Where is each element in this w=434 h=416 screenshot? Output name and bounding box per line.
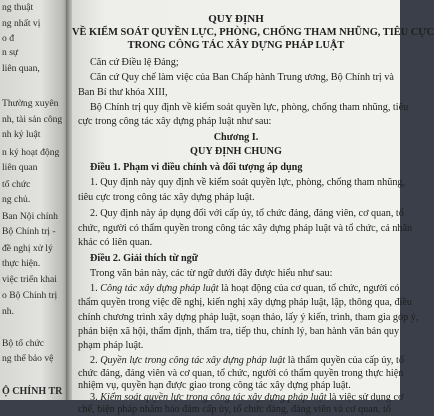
left-text-line: ng nhất vị	[2, 18, 41, 29]
article-1-clause-2-line-2: chức, người có thẩm quyền trong công tác xây dựng pháp luật và tổ chức, cá nhân	[78, 223, 413, 234]
left-text-line: liên quan,	[2, 63, 40, 74]
definition-2-number: 2.	[90, 355, 101, 366]
article-2-intro: Trong văn bản này, các từ ngữ dưới đây được hiểu như sau:	[90, 268, 333, 279]
definition-2-text: là thẩm quyền của cấp ủy, tổ	[285, 355, 404, 366]
left-text-line: nh kỷ luật	[2, 129, 41, 140]
definition-2-line-3: nhiệm vụ, quyền hạn được giao trong công tác xây dựng pháp luật.	[78, 380, 351, 391]
chapter-title: QUY ĐỊNH CHUNG	[190, 146, 282, 157]
definition-1-line-2: thẩm quyền trong việc đề nghị, kiến nghị xây dựng pháp luật, lập, thông qua, điều	[78, 297, 412, 308]
definition-3-number: 3.	[90, 392, 101, 403]
intro-line-1: Bộ Chính trị quy định về kiểm soát quyền lực, phòng, chống tham nhũng, tiêu	[90, 102, 409, 113]
article-1-clause-2-line-3: khác có liên quan.	[78, 237, 153, 248]
definition-1-number: 1.	[90, 283, 101, 294]
left-text-line: ng chủ.	[2, 194, 31, 205]
legal-basis-2-line-2: Ban Bí thư khóa XIII,	[78, 87, 168, 98]
left-text-line: o Bộ Chính trị	[2, 290, 58, 301]
legal-basis-2-line-1: Căn cứ Quy chế làm việc của Ban Chấp hành Trung ương, Bộ Chính trị và	[90, 72, 394, 83]
left-text-line: n ký hoạt động	[2, 147, 60, 158]
left-text-line: o đ	[2, 33, 14, 44]
definition-1-term: Công tác xây dựng pháp luật	[100, 283, 219, 294]
definition-3-text: là việc sử dụng cơ	[326, 392, 404, 403]
left-text-line: tố chức	[2, 179, 31, 190]
definition-1-line-5: phạm pháp luật.	[78, 340, 144, 351]
left-text-line: liên quan	[2, 162, 38, 173]
definition-2-line-1	[90, 355, 404, 367]
definition-3-line-1	[90, 392, 403, 404]
left-text-line: nh.	[2, 306, 14, 317]
left-text-line: thực hiện.	[2, 258, 41, 269]
definition-3-term: Kiểm soát quyền lực trong công tác xây dựng pháp luật	[100, 392, 327, 403]
article-1-clause-1-line-2: tiêu cực trong công tác xây dựng pháp luật.	[78, 192, 255, 203]
article-1-heading: Điều 1. Phạm vi điều chỉnh và đối tượng áp dụng	[90, 162, 303, 173]
definition-1-line-4: phản biện xã hội, thẩm định, thẩm tra, tiếp thu, chỉnh lý, ban hành văn bản quy	[78, 326, 400, 337]
definition-2-line-2: chức đảng, đảng viên và cơ quan, tổ chức, người có thẩm quyền trong thực hiện	[78, 368, 404, 379]
article-2-heading: Điều 2. Giải thích từ ngữ	[90, 253, 198, 264]
definition-2-term: Quyền lực trong công tác xây dựng pháp luật	[100, 355, 286, 366]
left-text-line: đề nghị xử lý	[2, 243, 53, 254]
intro-line-2: cực trong công tác xây dựng pháp luật như sau:	[78, 116, 272, 127]
chapter-number: Chương I.	[213, 132, 259, 143]
document-subtitle-line-1: VỀ KIỂM SOÁT QUYỀN LỰC, PHÒNG, CHỐNG THAM NHŨNG, TIÊU CỰC	[72, 27, 434, 38]
definition-1-line-3: chỉnh chương trình xây dựng pháp luật, soạn thảo, lấy ý kiến, trình, tham gia góp ý,	[78, 312, 419, 323]
left-text-line: n sự	[2, 47, 19, 58]
left-page	[0, 0, 68, 400]
left-text-line: Bộ tổ chức	[2, 338, 44, 349]
article-1-clause-2-line-1: 2. Quy định này áp dụng đối với cấp ủy, tổ chức đảng, đảng viên, cơ quan, tổ	[90, 208, 404, 219]
document-subtitle-line-2: TRONG CÔNG TÁC XÂY DỰNG PHÁP LUẬT	[127, 40, 345, 51]
left-footer-heading: Ộ CHÍNH TR	[2, 386, 63, 397]
article-1-clause-1-line-1: 1. Quy định này quy định về kiểm soát quyền lực, phòng, chống tham nhũng,	[90, 177, 406, 188]
definition-3-line-2: chế, biện pháp nhằm bảo đảm cấp ủy, tổ chức đảng, đảng viên và cơ quan, tổ	[78, 404, 391, 415]
left-text-line: Ban Nội chính	[2, 211, 58, 222]
definition-1-line-1	[90, 283, 399, 295]
legal-basis-1: Căn cứ Điều lệ Đảng;	[90, 57, 179, 68]
left-text-line: ng thể bảo vệ	[2, 353, 54, 364]
left-text-line: nh, tài sản công	[2, 114, 63, 125]
definition-1-text: là hoạt động của cơ quan, tổ chức, người có	[218, 283, 400, 294]
left-text-line: Thường xuyên	[2, 98, 59, 109]
left-text-line: việc triển khai	[2, 274, 57, 285]
left-text-line: ng thuật	[2, 2, 34, 13]
left-text-line: Bộ Chính trị -	[2, 226, 56, 237]
document-title: QUY ĐỊNH	[208, 13, 264, 25]
right-page	[72, 0, 434, 415]
